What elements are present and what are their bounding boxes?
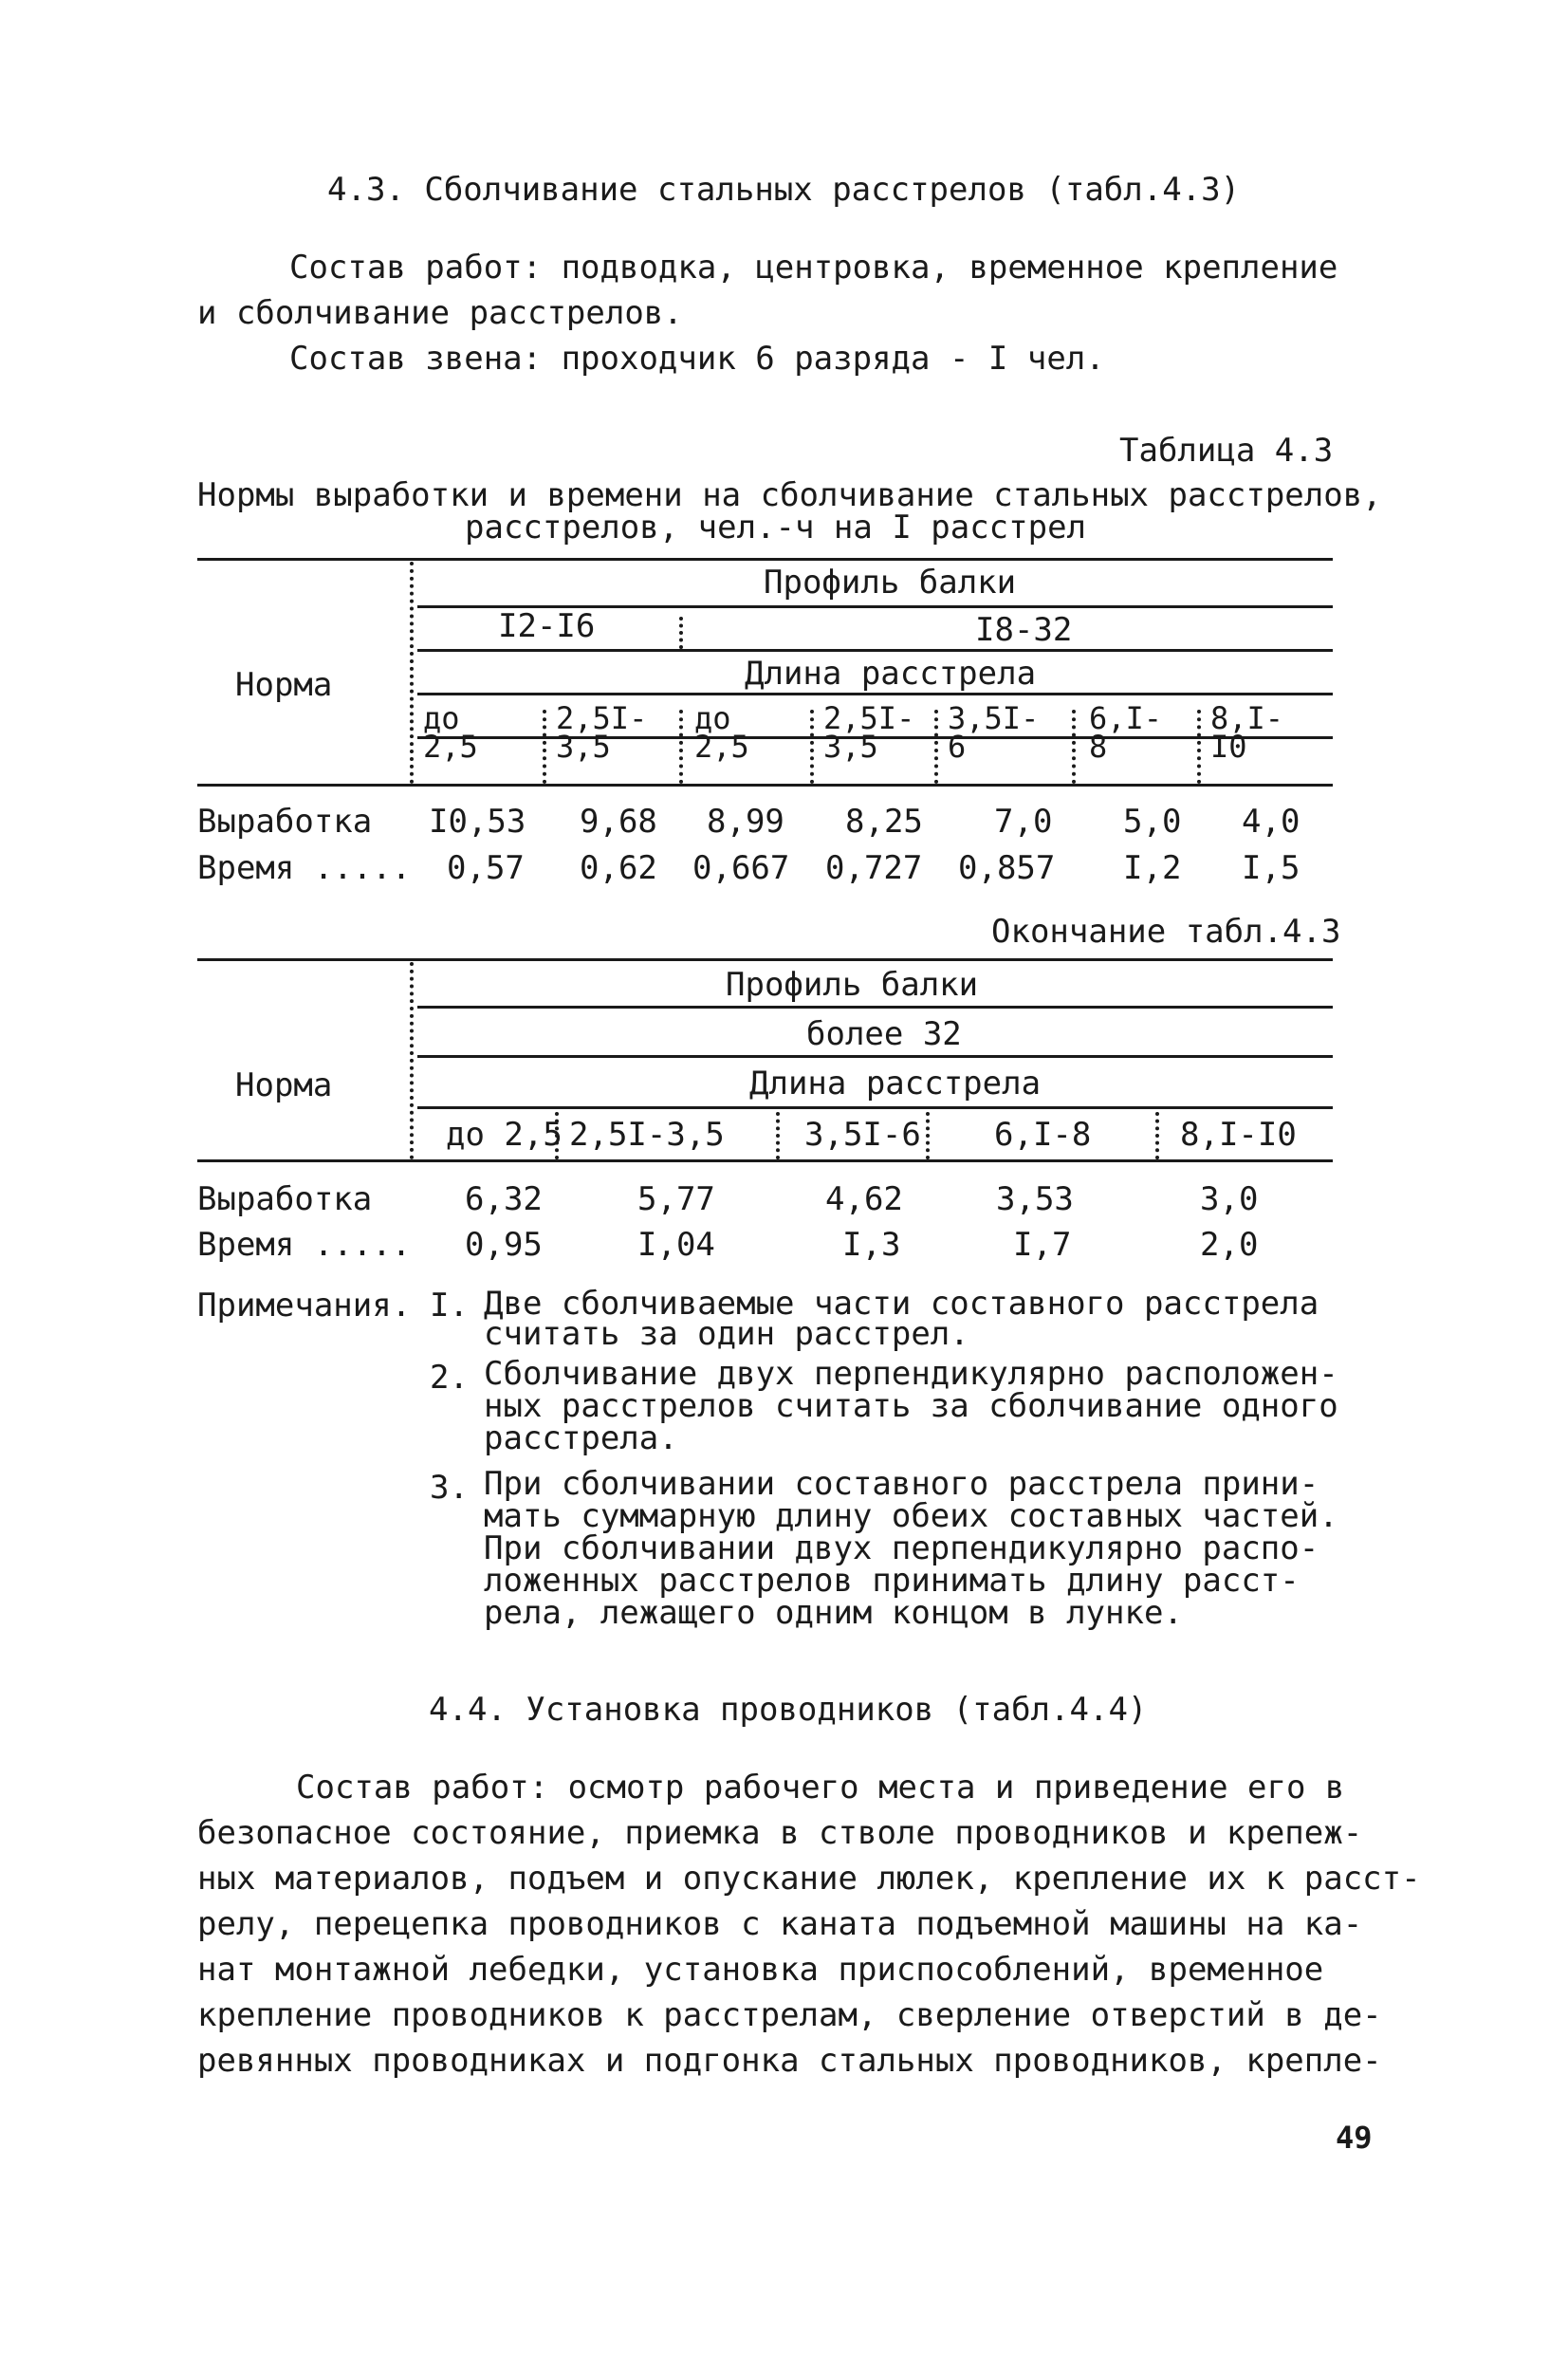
table1-group-18-32: I8-32 — [975, 611, 1073, 649]
note-text: расстрела. — [484, 1419, 678, 1457]
table1-col-header: 3,5 — [556, 729, 611, 765]
table1-header-profile: Профиль балки — [764, 564, 1017, 602]
table1-col-header: до — [694, 700, 731, 736]
table2-cell: 3,53 — [996, 1180, 1074, 1218]
table1-divider — [1072, 710, 1076, 784]
table2-group-over-32: более 32 — [806, 1015, 962, 1053]
table1-divider — [934, 710, 938, 784]
table1-cell: 7,0 — [994, 803, 1053, 841]
table1-col-header: 6 — [948, 729, 967, 765]
table1-rule — [417, 693, 1333, 695]
note-text: ных расстрелов считать за сболчивание одного — [484, 1387, 1338, 1425]
notes-title: Примечания. — [197, 1287, 412, 1325]
table1-col-header: 2,5I- — [556, 700, 648, 736]
table2-row-label: Время ..... — [197, 1226, 412, 1264]
note-text: считать за один расстрел. — [484, 1315, 969, 1353]
table2-cell: 2,0 — [1200, 1226, 1259, 1264]
table2-cell: 6,32 — [465, 1180, 543, 1218]
table1-cell: 9,68 — [580, 803, 657, 841]
table-title-line-1: Нормы выработки и времени на сболчивание стальных расстрелов, — [197, 476, 1382, 514]
table1-header-length: Длина расстрела — [745, 655, 1037, 693]
table2-cell: I,3 — [842, 1226, 901, 1264]
table1-row-label: Выработка — [197, 803, 373, 841]
section-4-4-line: нат монтажной лебедки, установка приспособлений, временное — [197, 1951, 1324, 1989]
table1-divider — [679, 710, 683, 784]
work-composition-line-1: Состав работ: подводка, центровка, временное крепление — [289, 249, 1338, 287]
table1-divider — [1197, 710, 1201, 784]
note-text: При сболчивании двух перпендикулярно распо- — [484, 1529, 1319, 1567]
table2-divider — [1155, 1112, 1159, 1159]
table1-cell: I,2 — [1123, 849, 1182, 887]
table2-cell: 0,95 — [465, 1226, 543, 1264]
section-heading-4-4: 4.4. Установка проводников (табл.4.4) — [429, 1691, 1148, 1729]
note-text: ложенных расстрелов принимать длину расст- — [484, 1562, 1300, 1600]
table1-col-header: 2,5 — [423, 729, 478, 765]
table2-row-label: Выработка — [197, 1180, 373, 1218]
table1-col-header: 8 — [1089, 729, 1108, 765]
note-text: Две сболчиваемые части составного расстрела — [484, 1285, 1319, 1323]
table2-header-length: Длина расстрела — [749, 1065, 1042, 1102]
table2-cell: 5,77 — [637, 1180, 715, 1218]
table1-col-header: 3,5I- — [948, 700, 1040, 736]
work-composition-line-2: и сболчивание расстрелов. — [197, 294, 683, 332]
table1-divider — [810, 710, 814, 784]
table-title-line-2: расстрелов, чел.-ч на I расстрел — [465, 509, 1087, 547]
table1-divider — [679, 617, 683, 649]
table1-divider — [410, 562, 414, 784]
table1-col-header: 2,5I- — [823, 700, 915, 736]
table2-header-norma: Норма — [235, 1066, 333, 1104]
table2-col-header: 2,5I-3,5 — [569, 1116, 725, 1154]
table1-header-norma: Норма — [235, 666, 333, 704]
table2-label: Окончание табл.4.3 — [991, 913, 1341, 951]
table1-cell: 0,727 — [825, 849, 923, 887]
table1-cell: 0,62 — [580, 849, 657, 887]
note-number: 3. — [430, 1469, 469, 1507]
note-number: I. — [430, 1287, 469, 1325]
table1-row-label: Время ..... — [197, 849, 412, 887]
table1-cell: 0,857 — [958, 849, 1056, 887]
section-4-4-line: Состав работ: осмотр рабочего места и приведение его в — [296, 1769, 1345, 1806]
section-heading-4-3: 4.3. Сболчивание стальных расстрелов (табл.4.3) — [327, 171, 1241, 209]
table2-rule — [417, 1006, 1333, 1009]
table1-cell: 0,57 — [447, 849, 525, 887]
note-text: При сболчивании составного расстрела прини- — [484, 1465, 1319, 1503]
table2-divider — [926, 1112, 930, 1159]
note-text: Сболчивание двух перпендикулярно расположен- — [484, 1355, 1338, 1393]
table1-col-header: 8,I- — [1210, 700, 1284, 736]
table1-col-header: 6,I- — [1089, 700, 1163, 736]
table2-cell: I,04 — [637, 1226, 715, 1264]
table1-col-header: I0 — [1210, 729, 1247, 765]
page-number: 49 — [1336, 2120, 1373, 2156]
crew-composition: Состав звена: проходчик 6 разряда - I чел. — [289, 340, 1105, 378]
section-4-4-line: ных материалов, подъем и опускание люлек, крепление их к расст- — [197, 1860, 1421, 1898]
table2-rule — [417, 1055, 1333, 1058]
table2-cell: 3,0 — [1200, 1180, 1259, 1218]
table1-cell: I0,53 — [429, 803, 526, 841]
section-4-4-line: ревянных проводниках и подгонка стальных проводников, крепле- — [197, 2042, 1382, 2080]
table2-header-bottom-rule — [197, 1159, 1333, 1162]
table1-cell: 0,667 — [692, 849, 790, 887]
section-4-4-line: безопасное состояние, приемка в стволе проводников и крепеж- — [197, 1814, 1363, 1852]
table1-top-rule — [197, 558, 1333, 561]
table1-col-header: 2,5 — [694, 729, 749, 765]
table1-header-bottom-rule — [197, 784, 1333, 787]
note-number: 2. — [430, 1359, 469, 1397]
table2-col-header: 6,I-8 — [994, 1116, 1092, 1154]
note-text: рела, лежащего одним концом в лунке. — [484, 1594, 1183, 1632]
table2-col-header: 3,5I-6 — [804, 1116, 921, 1154]
table1-cell: 4,0 — [1242, 803, 1301, 841]
note-text: мать суммарную длину обеих составных частей. — [484, 1497, 1338, 1535]
section-4-4-line: релу, перецепка проводников с каната подъемной машины на ка- — [197, 1905, 1363, 1943]
table1-cell: 8,25 — [845, 803, 923, 841]
table1-cell: 5,0 — [1123, 803, 1182, 841]
table1-cell: I,5 — [1242, 849, 1301, 887]
section-4-4-line: крепление проводников к расстрелам, сверление отверстий в де- — [197, 1996, 1382, 2034]
table1-col-header: 3,5 — [823, 729, 878, 765]
table1-col-header: до — [423, 700, 460, 736]
table1-cell: 8,99 — [707, 803, 784, 841]
table2-rule — [417, 1106, 1333, 1109]
table2-cell: 4,62 — [825, 1180, 903, 1218]
table2-col-header: 8,I-I0 — [1180, 1116, 1297, 1154]
table2-divider — [776, 1112, 780, 1159]
table1-divider — [543, 710, 546, 784]
table2-divider — [410, 962, 414, 1159]
table2-col-header: до 2,5 — [446, 1116, 563, 1154]
table2-cell: I,7 — [1013, 1226, 1072, 1264]
table-label: Таблица 4.3 — [1119, 432, 1334, 470]
table2-top-rule — [197, 958, 1333, 961]
table1-group-12-16: I2-I6 — [498, 607, 596, 645]
table1-rule — [417, 649, 1333, 652]
table2-header-profile: Профиль балки — [726, 966, 979, 1004]
